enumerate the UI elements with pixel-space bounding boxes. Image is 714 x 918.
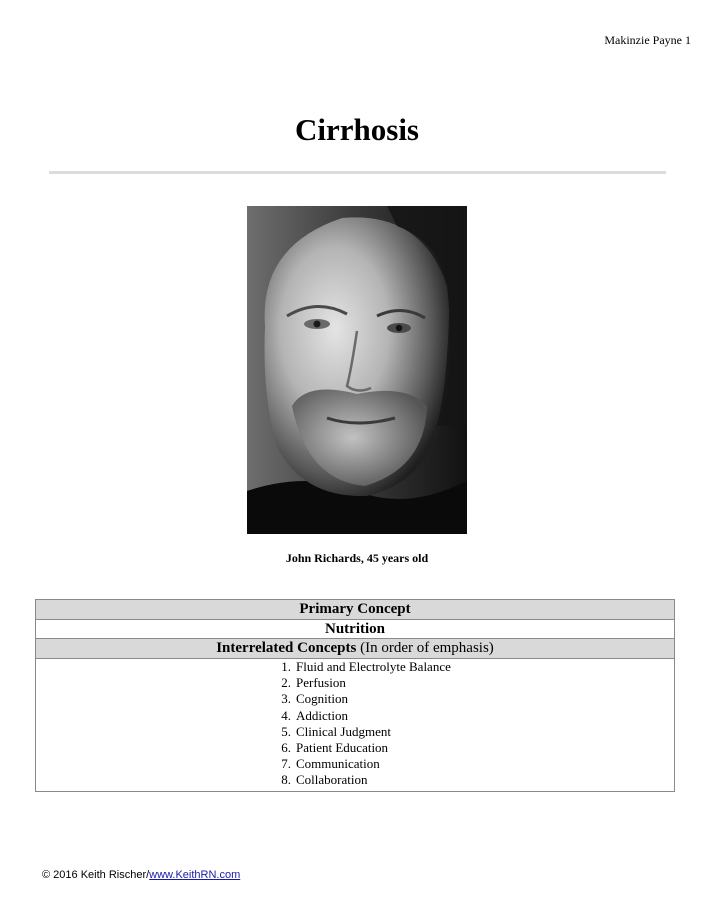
photo-caption: John Richards, 45 years old <box>285 551 429 565</box>
list-item <box>36 740 674 756</box>
list-item-text: Collaboration <box>296 772 368 788</box>
list-item-text: Addiction <box>296 707 348 723</box>
page-title: Cirrhosis <box>295 112 419 147</box>
list-item-number: 2. <box>281 675 291 691</box>
interrelated-concepts-header <box>36 639 674 659</box>
interrelated-concepts-note: (In order of emphasis) <box>356 640 494 656</box>
concepts-table <box>35 599 675 792</box>
list-item-number: 6. <box>281 739 291 755</box>
list-item-text: Communication <box>296 756 380 772</box>
list-item <box>36 675 674 691</box>
list-item-number: 1. <box>281 659 291 674</box>
list-item-number: 3. <box>281 691 291 707</box>
footer-website-link[interactable]: www.KeithRN.com <box>149 869 241 881</box>
list-item-number: 5. <box>281 723 291 739</box>
list-item-text: Clinical Judgment <box>296 723 391 739</box>
list-item-number: 4. <box>281 707 291 723</box>
list-item <box>36 772 674 788</box>
interrelated-concepts-list <box>36 659 674 791</box>
interrelated-concepts-label: Interrelated Concepts <box>216 640 357 656</box>
page-footer <box>42 869 240 881</box>
list-item-number: 7. <box>281 756 291 772</box>
list-item-text: Cognition <box>296 691 349 707</box>
title-divider <box>49 171 666 174</box>
list-item-text: Fluid and Electrolyte Balance <box>296 659 451 674</box>
list-item-number: 8. <box>281 772 291 788</box>
patient-portrait-image <box>247 206 467 534</box>
footer-copyright: © 2016 Keith Rischer/ <box>42 869 150 881</box>
list-item <box>36 708 674 724</box>
page-header-author: Makinzie Payne 1 <box>604 33 691 47</box>
list-item <box>36 724 674 740</box>
primary-concept-label: Primary Concept <box>299 601 411 617</box>
list-item <box>36 691 674 707</box>
list-item-text: Perfusion <box>296 675 346 691</box>
primary-concept-value: Nutrition <box>36 620 674 639</box>
list-item <box>36 659 674 675</box>
primary-concept-header <box>36 600 674 620</box>
list-item <box>36 756 674 772</box>
list-item-text: Patient Education <box>296 739 389 755</box>
